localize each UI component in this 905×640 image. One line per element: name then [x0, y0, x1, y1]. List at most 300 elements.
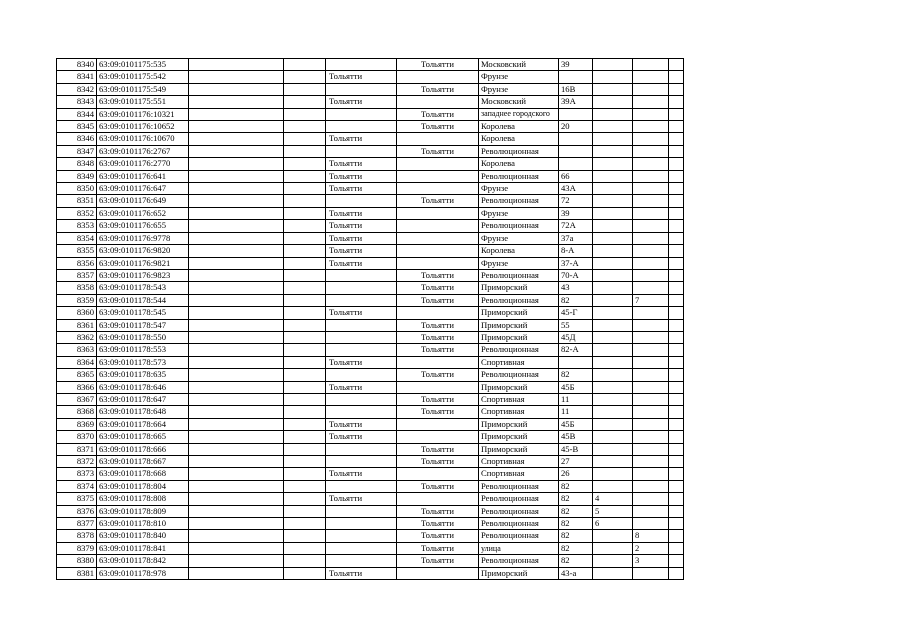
- empty-cell: [189, 443, 284, 455]
- cadastral-number-cell: 63:09:0101178:668: [97, 468, 189, 480]
- building-cell: [593, 96, 633, 108]
- empty-cell: [669, 542, 684, 554]
- empty-cell: [189, 133, 284, 145]
- building-cell: [593, 431, 633, 443]
- empty-cell: [669, 307, 684, 319]
- row-number-cell: 8346: [57, 133, 97, 145]
- cadastral-number-cell: 63:09:0101176:9820: [97, 245, 189, 257]
- house-number-cell: 55: [559, 319, 593, 331]
- building-cell: [593, 344, 633, 356]
- city-cell: Тольятти: [326, 170, 397, 182]
- empty-cell: [189, 170, 284, 182]
- empty-cell: [284, 406, 326, 418]
- unit-cell: 3: [633, 555, 669, 567]
- row-number-cell: 8370: [57, 431, 97, 443]
- empty-cell: [189, 220, 284, 232]
- cadastral-number-cell: 63:09:0101176:655: [97, 220, 189, 232]
- city-cell: Тольятти: [397, 369, 479, 381]
- table-row: [57, 195, 684, 207]
- empty-cell: [284, 170, 326, 182]
- city-cell: [397, 356, 479, 368]
- empty-cell: [284, 96, 326, 108]
- city-cell: Тольятти: [397, 443, 479, 455]
- city-cell: [326, 108, 397, 120]
- empty-cell: [284, 493, 326, 505]
- empty-cell: [284, 183, 326, 195]
- street-cell: Революционная: [479, 369, 559, 381]
- row-number-cell: 8363: [57, 344, 97, 356]
- row-number-cell: 8371: [57, 443, 97, 455]
- street-cell: Революционная: [479, 505, 559, 517]
- table-row: [57, 393, 684, 405]
- city-cell: [326, 195, 397, 207]
- table-row: [57, 145, 684, 157]
- cadastral-number-cell: 63:09:0101176:641: [97, 170, 189, 182]
- cadastral-number-cell: 63:09:0101176:10321: [97, 108, 189, 120]
- street-cell: Приморский: [479, 567, 559, 579]
- table-row: [57, 282, 684, 294]
- street-cell: Фрунзе: [479, 71, 559, 83]
- house-number-cell: 43-а: [559, 567, 593, 579]
- empty-cell: [284, 195, 326, 207]
- street-cell: Спортивная: [479, 356, 559, 368]
- city-cell: [326, 369, 397, 381]
- cadastral-number-cell: 63:09:0101178:841: [97, 542, 189, 554]
- cadastral-number-cell: 63:09:0101178:978: [97, 567, 189, 579]
- table-row: [57, 257, 684, 269]
- cadastral-number-cell: 63:09:0101176:649: [97, 195, 189, 207]
- unit-cell: [633, 145, 669, 157]
- empty-cell: [189, 530, 284, 542]
- street-cell: Революционная: [479, 493, 559, 505]
- empty-cell: [189, 418, 284, 430]
- empty-cell: [669, 245, 684, 257]
- street-cell: Московский: [479, 96, 559, 108]
- unit-cell: [633, 431, 669, 443]
- row-number-cell: 8378: [57, 530, 97, 542]
- unit-cell: [633, 406, 669, 418]
- empty-cell: [669, 282, 684, 294]
- cadastral-number-cell: 63:09:0101176:9821: [97, 257, 189, 269]
- unit-cell: [633, 480, 669, 492]
- unit-cell: [633, 393, 669, 405]
- house-number-cell: 27: [559, 456, 593, 468]
- table-row: [57, 443, 684, 455]
- row-number-cell: 8354: [57, 232, 97, 244]
- table-row: [57, 232, 684, 244]
- empty-cell: [669, 319, 684, 331]
- table-row: [57, 245, 684, 257]
- city-cell: Тольятти: [326, 207, 397, 219]
- empty-cell: [189, 518, 284, 530]
- unit-cell: [633, 71, 669, 83]
- house-number-cell: 45В: [559, 431, 593, 443]
- row-number-cell: 8364: [57, 356, 97, 368]
- city-cell: Тольятти: [326, 431, 397, 443]
- unit-cell: [633, 170, 669, 182]
- cadastral-number-cell: 63:09:0101175:551: [97, 96, 189, 108]
- city-cell: [326, 456, 397, 468]
- city-cell: [397, 158, 479, 170]
- empty-cell: [189, 282, 284, 294]
- row-number-cell: 8353: [57, 220, 97, 232]
- house-number-cell: 82: [559, 480, 593, 492]
- city-cell: Тольятти: [397, 331, 479, 343]
- building-cell: [593, 393, 633, 405]
- empty-cell: [669, 207, 684, 219]
- empty-cell: [284, 207, 326, 219]
- house-number-cell: 82: [559, 369, 593, 381]
- empty-cell: [284, 468, 326, 480]
- city-cell: Тольятти: [326, 381, 397, 393]
- street-cell: Революционная: [479, 220, 559, 232]
- unit-cell: [633, 567, 669, 579]
- street-cell: Приморский: [479, 381, 559, 393]
- city-cell: Тольятти: [397, 456, 479, 468]
- row-number-cell: 8352: [57, 207, 97, 219]
- empty-cell: [189, 468, 284, 480]
- city-cell: [397, 71, 479, 83]
- city-cell: Тольятти: [326, 232, 397, 244]
- house-number-cell: 37а: [559, 232, 593, 244]
- cadastral-number-cell: 63:09:0101176:2770: [97, 158, 189, 170]
- city-cell: [326, 269, 397, 281]
- empty-cell: [669, 269, 684, 281]
- empty-cell: [284, 356, 326, 368]
- cadastral-number-cell: 63:09:0101175:535: [97, 59, 189, 71]
- row-number-cell: 8347: [57, 145, 97, 157]
- empty-cell: [189, 183, 284, 195]
- empty-cell: [669, 195, 684, 207]
- street-cell: Приморский: [479, 431, 559, 443]
- house-number-cell: 45Д: [559, 331, 593, 343]
- table-row: [57, 183, 684, 195]
- empty-cell: [669, 220, 684, 232]
- cadastral-number-cell: 63:09:0101178:809: [97, 505, 189, 517]
- empty-cell: [669, 369, 684, 381]
- table-row: [57, 83, 684, 95]
- city-cell: [397, 431, 479, 443]
- unit-cell: [633, 183, 669, 195]
- empty-cell: [189, 456, 284, 468]
- empty-cell: [669, 170, 684, 182]
- empty-cell: [189, 542, 284, 554]
- city-cell: [397, 232, 479, 244]
- city-cell: Тольятти: [326, 418, 397, 430]
- cadastral-number-cell: 63:09:0101178:664: [97, 418, 189, 430]
- house-number-cell: 43А: [559, 183, 593, 195]
- table-row: [57, 344, 684, 356]
- city-cell: Тольятти: [397, 480, 479, 492]
- row-number-cell: 8350: [57, 183, 97, 195]
- city-cell: Тольятти: [397, 319, 479, 331]
- empty-cell: [669, 480, 684, 492]
- building-cell: 6: [593, 518, 633, 530]
- building-cell: [593, 108, 633, 120]
- street-cell: Приморский: [479, 443, 559, 455]
- empty-cell: [669, 493, 684, 505]
- table-row: [57, 108, 684, 120]
- city-cell: [326, 505, 397, 517]
- building-cell: [593, 269, 633, 281]
- house-number-cell: [559, 158, 593, 170]
- house-number-cell: 82: [559, 542, 593, 554]
- house-number-cell: [559, 356, 593, 368]
- city-cell: Тольятти: [326, 220, 397, 232]
- empty-cell: [284, 443, 326, 455]
- empty-cell: [284, 245, 326, 257]
- house-number-cell: 82: [559, 294, 593, 306]
- city-cell: [326, 530, 397, 542]
- building-cell: [593, 480, 633, 492]
- unit-cell: [633, 356, 669, 368]
- empty-cell: [284, 294, 326, 306]
- empty-cell: [669, 145, 684, 157]
- empty-cell: [189, 344, 284, 356]
- unit-cell: [633, 220, 669, 232]
- city-cell: Тольятти: [397, 530, 479, 542]
- city-cell: [326, 480, 397, 492]
- house-number-cell: 70-А: [559, 269, 593, 281]
- empty-cell: [189, 480, 284, 492]
- empty-cell: [189, 83, 284, 95]
- empty-cell: [189, 245, 284, 257]
- building-cell: [593, 542, 633, 554]
- empty-cell: [189, 307, 284, 319]
- row-number-cell: 8343: [57, 96, 97, 108]
- empty-cell: [284, 158, 326, 170]
- row-number-cell: 8358: [57, 282, 97, 294]
- street-cell: Революционная: [479, 195, 559, 207]
- cadastral-number-cell: 63:09:0101178:635: [97, 369, 189, 381]
- empty-cell: [284, 369, 326, 381]
- cadastral-number-cell: 63:09:0101178:543: [97, 282, 189, 294]
- house-number-cell: 72А: [559, 220, 593, 232]
- empty-cell: [669, 468, 684, 480]
- city-cell: Тольятти: [397, 121, 479, 133]
- empty-cell: [284, 542, 326, 554]
- city-cell: [397, 96, 479, 108]
- building-cell: [593, 220, 633, 232]
- unit-cell: [633, 257, 669, 269]
- city-cell: [397, 170, 479, 182]
- city-cell: Тольятти: [397, 282, 479, 294]
- city-cell: Тольятти: [397, 555, 479, 567]
- cadastral-number-cell: 63:09:0101178:553: [97, 344, 189, 356]
- table-row: [57, 220, 684, 232]
- table-row: [57, 207, 684, 219]
- empty-cell: [284, 121, 326, 133]
- street-cell: Революционная: [479, 294, 559, 306]
- city-cell: Тольятти: [326, 307, 397, 319]
- city-cell: Тольятти: [397, 406, 479, 418]
- row-number-cell: 8369: [57, 418, 97, 430]
- cadastral-number-cell: 63:09:0101176:9778: [97, 232, 189, 244]
- empty-cell: [189, 158, 284, 170]
- cadastral-number-cell: 63:09:0101178:545: [97, 307, 189, 319]
- table-row: [57, 505, 684, 517]
- building-cell: [593, 245, 633, 257]
- empty-cell: [669, 83, 684, 95]
- row-number-cell: 8360: [57, 307, 97, 319]
- unit-cell: [633, 282, 669, 294]
- empty-cell: [284, 269, 326, 281]
- table-row: [57, 319, 684, 331]
- house-number-cell: 82: [559, 555, 593, 567]
- house-number-cell: 82: [559, 493, 593, 505]
- city-cell: Тольятти: [326, 493, 397, 505]
- street-cell: Королева: [479, 158, 559, 170]
- unit-cell: [633, 269, 669, 281]
- city-cell: [397, 567, 479, 579]
- cadastral-number-cell: 63:09:0101178:666: [97, 443, 189, 455]
- table-row: [57, 542, 684, 554]
- building-cell: [593, 567, 633, 579]
- row-number-cell: 8348: [57, 158, 97, 170]
- city-cell: [326, 443, 397, 455]
- table-row: [57, 307, 684, 319]
- city-cell: Тольятти: [397, 83, 479, 95]
- street-cell: Московский: [479, 59, 559, 71]
- row-number-cell: 8345: [57, 121, 97, 133]
- city-cell: [326, 282, 397, 294]
- row-number-cell: 8359: [57, 294, 97, 306]
- cadastral-number-cell: 63:09:0101176:10670: [97, 133, 189, 145]
- table-row: [57, 59, 684, 71]
- building-cell: [593, 257, 633, 269]
- city-cell: [326, 319, 397, 331]
- register-table: [56, 58, 684, 580]
- city-cell: [326, 331, 397, 343]
- building-cell: [593, 59, 633, 71]
- row-number-cell: 8366: [57, 381, 97, 393]
- empty-cell: [189, 356, 284, 368]
- unit-cell: [633, 158, 669, 170]
- house-number-cell: 45Б: [559, 381, 593, 393]
- street-cell: Спортивная: [479, 468, 559, 480]
- unit-cell: [633, 307, 669, 319]
- house-number-cell: 16В: [559, 83, 593, 95]
- street-cell: Революционная: [479, 480, 559, 492]
- house-number-cell: [559, 108, 593, 120]
- city-cell: Тольятти: [397, 518, 479, 530]
- row-number-cell: 8372: [57, 456, 97, 468]
- empty-cell: [284, 220, 326, 232]
- city-cell: Тольятти: [326, 567, 397, 579]
- house-number-cell: 39: [559, 207, 593, 219]
- cadastral-number-cell: 63:09:0101176:647: [97, 183, 189, 195]
- table-row: [57, 381, 684, 393]
- empty-cell: [669, 456, 684, 468]
- empty-cell: [284, 505, 326, 517]
- empty-cell: [189, 369, 284, 381]
- empty-cell: [669, 505, 684, 517]
- empty-cell: [284, 567, 326, 579]
- house-number-cell: 82: [559, 518, 593, 530]
- building-cell: [593, 443, 633, 455]
- empty-cell: [669, 121, 684, 133]
- row-number-cell: 8368: [57, 406, 97, 418]
- empty-cell: [669, 530, 684, 542]
- empty-cell: [284, 344, 326, 356]
- table-row: [57, 71, 684, 83]
- empty-cell: [669, 555, 684, 567]
- city-cell: [326, 542, 397, 554]
- unit-cell: [633, 207, 669, 219]
- city-cell: Тольятти: [397, 108, 479, 120]
- empty-cell: [669, 356, 684, 368]
- city-cell: [326, 518, 397, 530]
- street-cell: Революционная: [479, 344, 559, 356]
- building-cell: [593, 369, 633, 381]
- empty-cell: [189, 96, 284, 108]
- house-number-cell: 82: [559, 505, 593, 517]
- street-cell: Королева: [479, 245, 559, 257]
- unit-cell: [633, 456, 669, 468]
- city-cell: [326, 393, 397, 405]
- empty-cell: [284, 319, 326, 331]
- empty-cell: [669, 567, 684, 579]
- empty-cell: [669, 443, 684, 455]
- city-cell: Тольятти: [326, 356, 397, 368]
- street-cell: Революционная: [479, 170, 559, 182]
- empty-cell: [284, 257, 326, 269]
- building-cell: [593, 71, 633, 83]
- empty-cell: [669, 381, 684, 393]
- empty-cell: [669, 344, 684, 356]
- city-cell: Тольятти: [397, 344, 479, 356]
- cadastral-number-cell: 63:09:0101178:573: [97, 356, 189, 368]
- city-cell: Тольятти: [326, 71, 397, 83]
- row-number-cell: 8376: [57, 505, 97, 517]
- cadastral-number-cell: 63:09:0101175:549: [97, 83, 189, 95]
- street-cell: Революционная: [479, 145, 559, 157]
- empty-cell: [189, 257, 284, 269]
- unit-cell: [633, 331, 669, 343]
- city-cell: [397, 207, 479, 219]
- unit-cell: [633, 418, 669, 430]
- unit-cell: [633, 133, 669, 145]
- street-cell: Фрунзе: [479, 83, 559, 95]
- empty-cell: [189, 121, 284, 133]
- row-number-cell: 8340: [57, 59, 97, 71]
- empty-cell: [189, 567, 284, 579]
- cadastral-number-cell: 63:09:0101178:842: [97, 555, 189, 567]
- house-number-cell: 66: [559, 170, 593, 182]
- city-cell: [397, 381, 479, 393]
- street-cell: Спортивная: [479, 406, 559, 418]
- table-row: [57, 133, 684, 145]
- empty-cell: [284, 456, 326, 468]
- building-cell: [593, 232, 633, 244]
- house-number-cell: [559, 71, 593, 83]
- row-number-cell: 8375: [57, 493, 97, 505]
- empty-cell: [284, 431, 326, 443]
- unit-cell: [633, 195, 669, 207]
- city-cell: [326, 344, 397, 356]
- row-number-cell: 8342: [57, 83, 97, 95]
- cadastral-number-cell: 63:09:0101178:665: [97, 431, 189, 443]
- street-cell: Королева: [479, 121, 559, 133]
- city-cell: Тольятти: [326, 158, 397, 170]
- unit-cell: [633, 83, 669, 95]
- table-row: [57, 456, 684, 468]
- city-cell: Тольятти: [326, 183, 397, 195]
- empty-cell: [189, 493, 284, 505]
- house-number-cell: 20: [559, 121, 593, 133]
- city-cell: [326, 59, 397, 71]
- empty-cell: [669, 406, 684, 418]
